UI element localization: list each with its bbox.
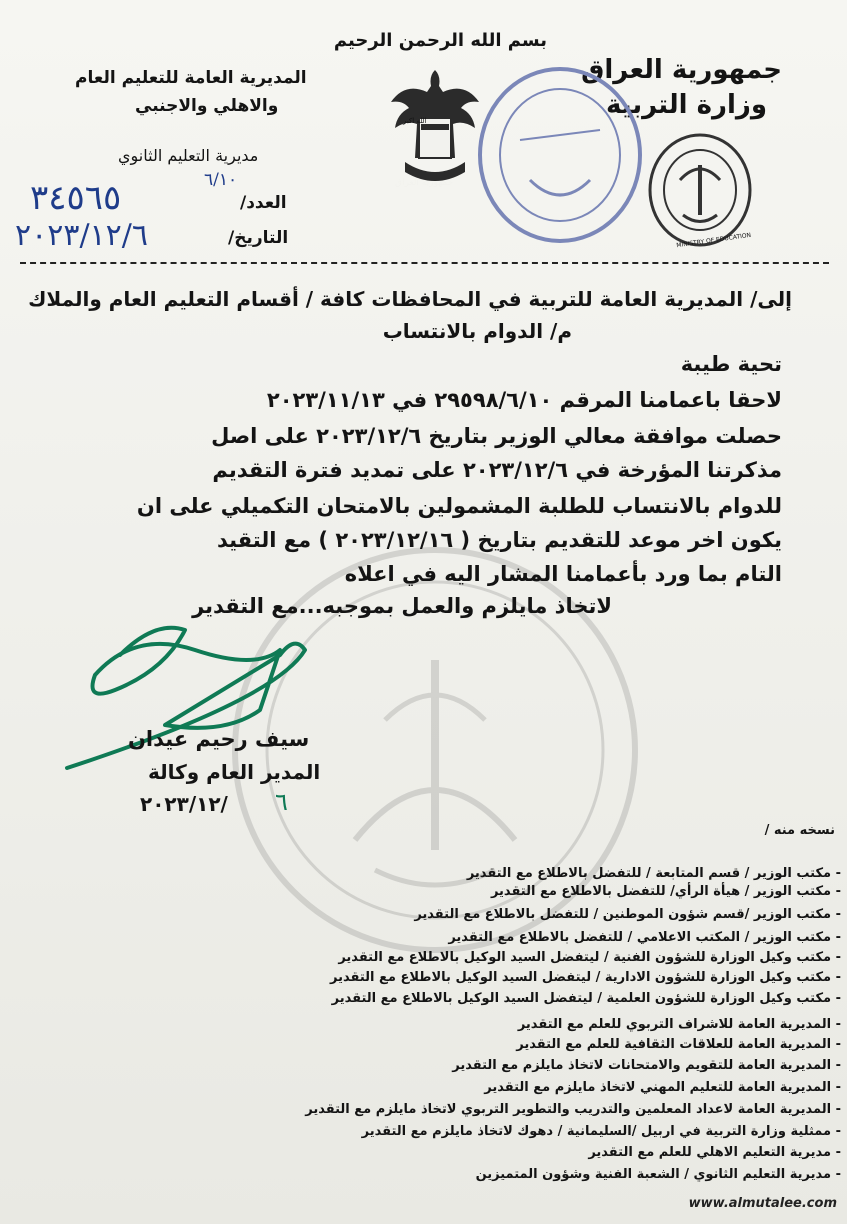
cc-item: - المديرية العامة لاعداد المعلمين والتدريب والتطوير التربوي لاتخاذ مايلزم مع التقدير [305, 1102, 841, 1117]
cc-item: - مكتب الوزير / قسم المتابعة / للتفضل بالاطلاع مع التقدير [466, 866, 841, 881]
body-line-6: التام بما ورد بأعمامنا المشار اليه في اعلاه [344, 562, 782, 586]
date-value: ٢٠٢٣/١٢/٦ [15, 218, 149, 253]
signatory-name: سيف رحيم عيدان [128, 727, 310, 751]
header-divider [20, 262, 829, 264]
directorate-line1: المديرية العامة للتعليم العام [75, 68, 307, 88]
body-line-4: للدوام بالانتساب للطلبة المشمولين بالامتحان التكميلي على ان [136, 494, 782, 518]
cc-item: - مكتب الوزير /قسم شؤون الموطنين / للتفضل بالاطلاع مع التقدير [414, 907, 841, 922]
body-line-1: لاحقا باعمامنا المرقم ٢٩٥٩٨/٦/١٠ في ٢٠٢٣/١١/١٣ [266, 388, 782, 412]
cc-item: - المديرية العامة للعلاقات الثقافية للعلم مع التقدير [516, 1037, 841, 1052]
basmala: بسم الله الرحمن الرحيم [333, 30, 547, 51]
number-label: العدد/ [240, 193, 287, 213]
body-line-3: مذكرتنا المؤرخة في ٢٠٢٣/١٢/٦ على تمديد فترة التقديم [212, 458, 782, 482]
cc-item: - ممثلية وزارة التربية في اربيل /السليمانية / دهوك لاتخاذ مايلزم مع التقدير [361, 1124, 841, 1139]
greeting: تحية طيبة [680, 352, 782, 376]
office-stamp-icon [470, 60, 650, 250]
emblem-caption: جمهورية العراق [395, 178, 454, 188]
number-prefix: ٦/١٠ [204, 170, 238, 190]
cc-item: - المديرية العامة للتقويم والامتحانات لاتخاذ مايلزم مع التقدير [452, 1058, 841, 1073]
republic-title: جمهورية العراق [581, 55, 782, 85]
subject-line: م/ الدوام بالانتساب [382, 319, 572, 343]
body-line-5: يكون اخر موعد للتقديم بتاريخ ( ٢٠٢٣/١٢/١٦ ) مع التقيد [216, 528, 782, 552]
cc-item: - مكتب الوزير / المكتب الاعلامي / للتفضل بالاطلاع مع التقدير [448, 930, 841, 945]
website-watermark: www.almutalee.com [688, 1196, 837, 1211]
cc-item: - مديرية التعليم الثانوي / الشعبة الفنية وشؤون المتميزين [475, 1167, 841, 1182]
number-value: ٣٤٥٦٥ [30, 178, 122, 218]
signature-date: ٢٠٢٣/١٢/ [140, 792, 228, 816]
body-line-2: حصلت موافقة معالي الوزير بتاريخ ٢٠٢٣/١٢/٦ على اصل [211, 424, 782, 448]
emblem-banner: الله اكبر [403, 117, 427, 125]
cc-item: - المديرية العامة للتعليم المهني لاتخاذ مايلزم مع التقدير [484, 1080, 841, 1095]
recipient-line: إلى/ المديرية العامة للتربية في المحافظات كافة / أقسام التعليم العام والملاك [28, 287, 792, 311]
ministry-title: وزارة التربية [605, 90, 767, 120]
cc-item: - مديرية التعليم الاهلي للعلم مع التقدير [588, 1145, 841, 1160]
cc-item: - مكتب وكيل الوزارة للشؤون الفنية / ليتفضل السيد الوكيل بالاطلاع مع التقدير [338, 950, 841, 965]
cc-item: - مكتب وكيل الوزارة للشؤون العلمية / ليتفضل السيد الوكيل بالاطلاع مع التقدير [331, 991, 841, 1006]
ministry-seal-icon [645, 130, 755, 250]
body-line-7: لاتخاذ مايلزم والعمل بموجبه...مع التقدير [192, 594, 612, 618]
seal-text: MINISTRY OF EDUCATION [675, 231, 752, 250]
department-name: مديرية التعليم الثانوي [118, 146, 259, 165]
cc-item: - المديرية العامة للاشراف التربوي للعلم مع التقدير [517, 1017, 841, 1032]
directorate-line2: والاهلي والاجنبي [135, 96, 279, 116]
copies-heading: نسخه منه / [764, 823, 835, 838]
cc-item: - مكتب الوزير / هيأة الرأي/ للتفضل بالاطلاع مع التقدير [490, 884, 841, 899]
date-label: التاريخ/ [228, 228, 289, 248]
signatory-title: المدير العام وكالة [148, 760, 321, 784]
signature-date-handwritten: ٦ [275, 788, 288, 816]
cc-item: - مكتب وكيل الوزارة للشؤون الادارية / ليتفضل السيد الوكيل بالاطلاع مع التقدير [330, 970, 841, 985]
